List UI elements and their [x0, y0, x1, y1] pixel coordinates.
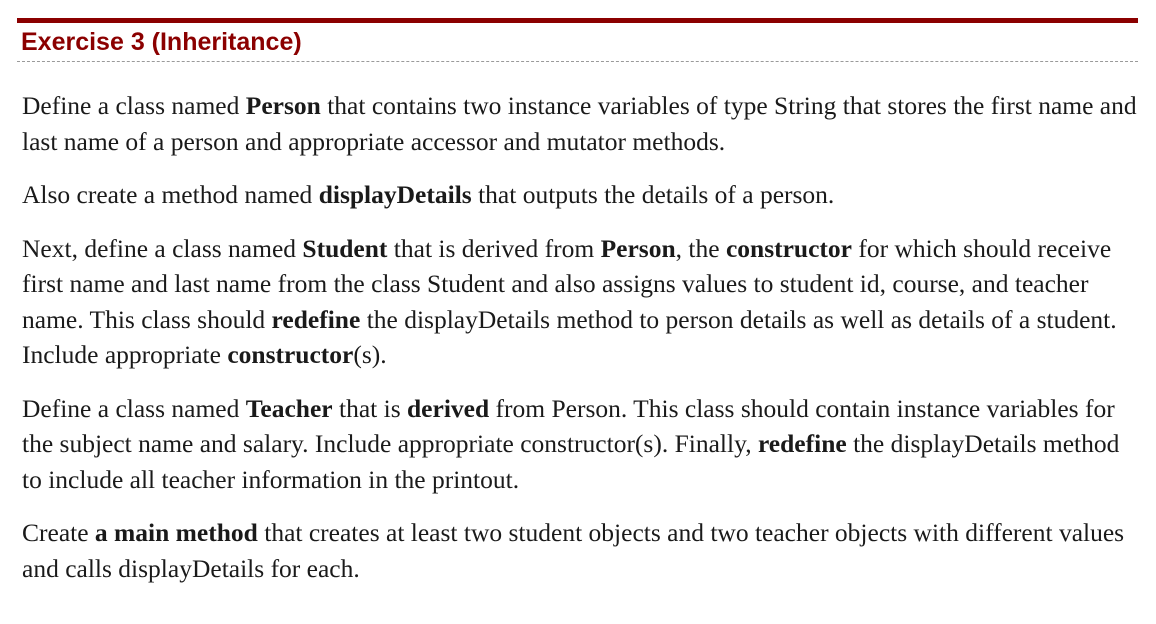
paragraph-student [22, 231, 1138, 373]
bold-term-derived: derived [407, 393, 490, 423]
text-run: that outputs the details of a person. [471, 180, 835, 209]
heading-bar [17, 23, 1138, 62]
bold-term-main-method: a main method [94, 518, 258, 547]
paragraph-teacher [22, 391, 1138, 498]
bold-term-teacher: Teacher [245, 393, 333, 423]
bold-term-redefine: redefine [271, 304, 361, 334]
text-run: Create [22, 518, 95, 547]
bold-term-displaydetails: displayDetails [318, 180, 472, 209]
text-run: the displayDetails method to person details as well as details of a student. Include appropriate [22, 304, 1117, 369]
text-run: , the [675, 233, 726, 263]
exercise-heading: Exercise 3 (Inheritance) [21, 28, 302, 56]
text-run: that contains two instance variables of type String that stores the first name and last name of a person and appropriate accessor and mutator methods. [22, 91, 1137, 156]
text-run: Also create a method named [22, 180, 319, 209]
bold-term-constructor: constructor [227, 340, 354, 369]
bold-term-person: Person [600, 233, 676, 263]
bold-term-student: Student [302, 233, 388, 263]
paragraph-main-method [22, 515, 1138, 586]
text-run: (s). [353, 340, 387, 369]
text-run: Define a class named [22, 393, 246, 423]
bold-term-redefine: redefine [757, 429, 847, 458]
text-run: the displayDetails method to include all teacher information in the printout. [22, 429, 1120, 494]
bold-term-constructor: constructor [725, 233, 852, 263]
exercise-body [22, 88, 1138, 586]
bold-term-person: Person [245, 91, 321, 120]
text-run: Next, define a class named [22, 233, 303, 263]
paragraph-display-details [22, 177, 1138, 213]
paragraph-person [22, 88, 1138, 159]
text-run: that creates at least two student objects and two teacher objects with different values and calls displayDetails for each. [22, 518, 1125, 583]
text-run: for which should receive first name and last name from the class Student and also assigns values to student id, course, and teacher name. This class should [22, 233, 1112, 334]
text-run: Define a class named [22, 91, 246, 120]
text-run: from Person. This class should contain instance variables for the subject name and salary. Include appropriate constructor(s). Finally, [22, 393, 1115, 458]
text-run: that is derived from [387, 233, 601, 263]
text-run: that is [332, 393, 407, 423]
